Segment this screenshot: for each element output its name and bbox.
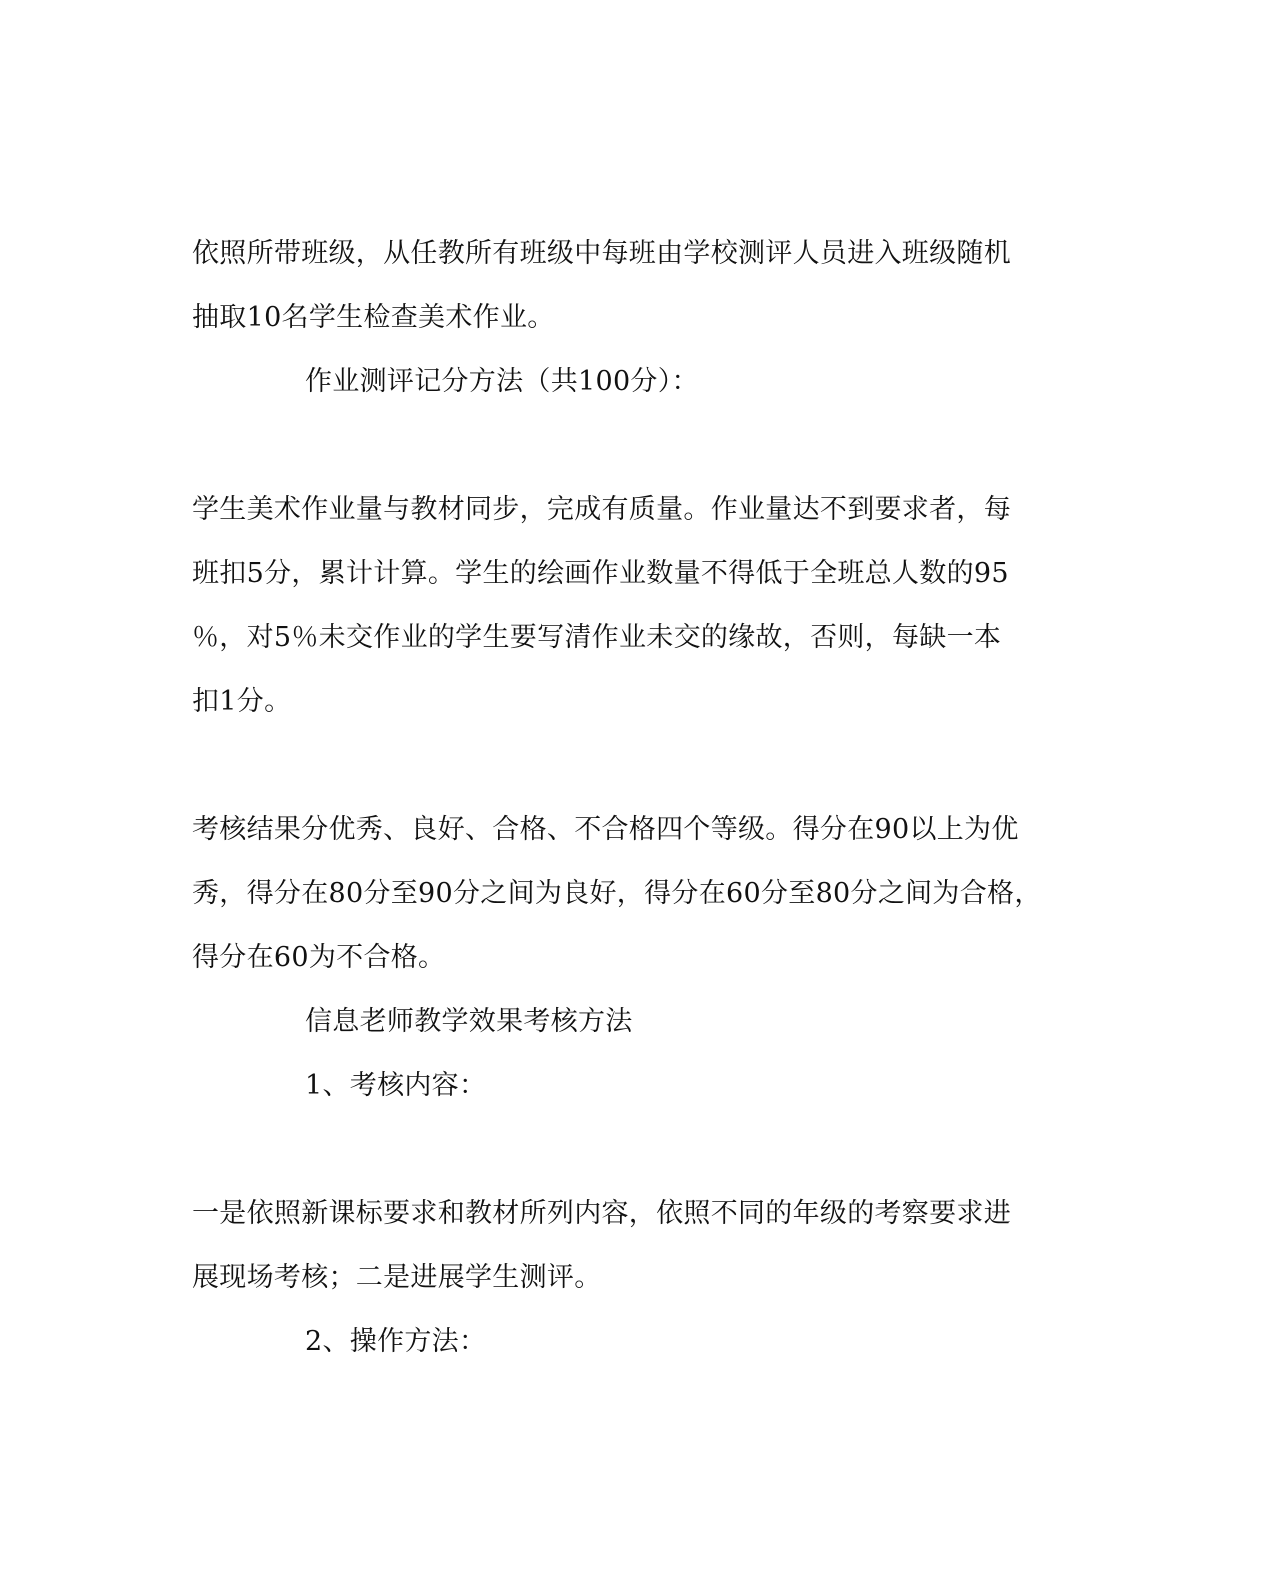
paragraph-4-line-1: 考核结果分优秀、良好、合格、不合格四个等级。得分在90以上为优: [192, 814, 1019, 845]
paragraph-1-line-1: 依照所带班级，从任教所有班级中每班由学校测评人员进入班级随机: [192, 238, 1011, 269]
paragraph-7-line-1: 一是依照新课标要求和教材所列内容，依照不同的年级的考察要求进: [192, 1198, 1011, 1229]
paragraph-1-line-2: 抽取10名学生检查美术作业。: [192, 302, 555, 333]
section-heading-it-teacher: 信息老师教学效果考核方法: [305, 1006, 633, 1037]
paragraph-3-line-4: 扣1分。: [192, 686, 292, 717]
scoring-method-heading: 作业测评记分方法（共100分）：: [305, 366, 699, 397]
paragraph-4-line-2: 秀，得分在80分至90分之间为良好，得分在60分至80分之间为合格，: [192, 878, 1042, 909]
paragraph-4-line-3: 得分在60为不合格。: [192, 942, 446, 973]
item-heading-2: 2、操作方法：: [305, 1326, 487, 1357]
paragraph-7-line-2: 展现场考核；二是进展学生测评。: [192, 1262, 602, 1293]
paragraph-3-line-3: ％，对5％未交作业的学生要写清作业未交的缘故，否则，每缺一本: [192, 622, 1002, 653]
paragraph-3-line-2: 班扣5分，累计计算。学生的绘画作业数量不得低于全班总人数的95: [192, 558, 1009, 589]
paragraph-3-line-1: 学生美术作业量与教材同步，完成有质量。作业量达不到要求者，每: [192, 494, 1011, 525]
item-heading-1: 1、考核内容：: [305, 1070, 487, 1101]
